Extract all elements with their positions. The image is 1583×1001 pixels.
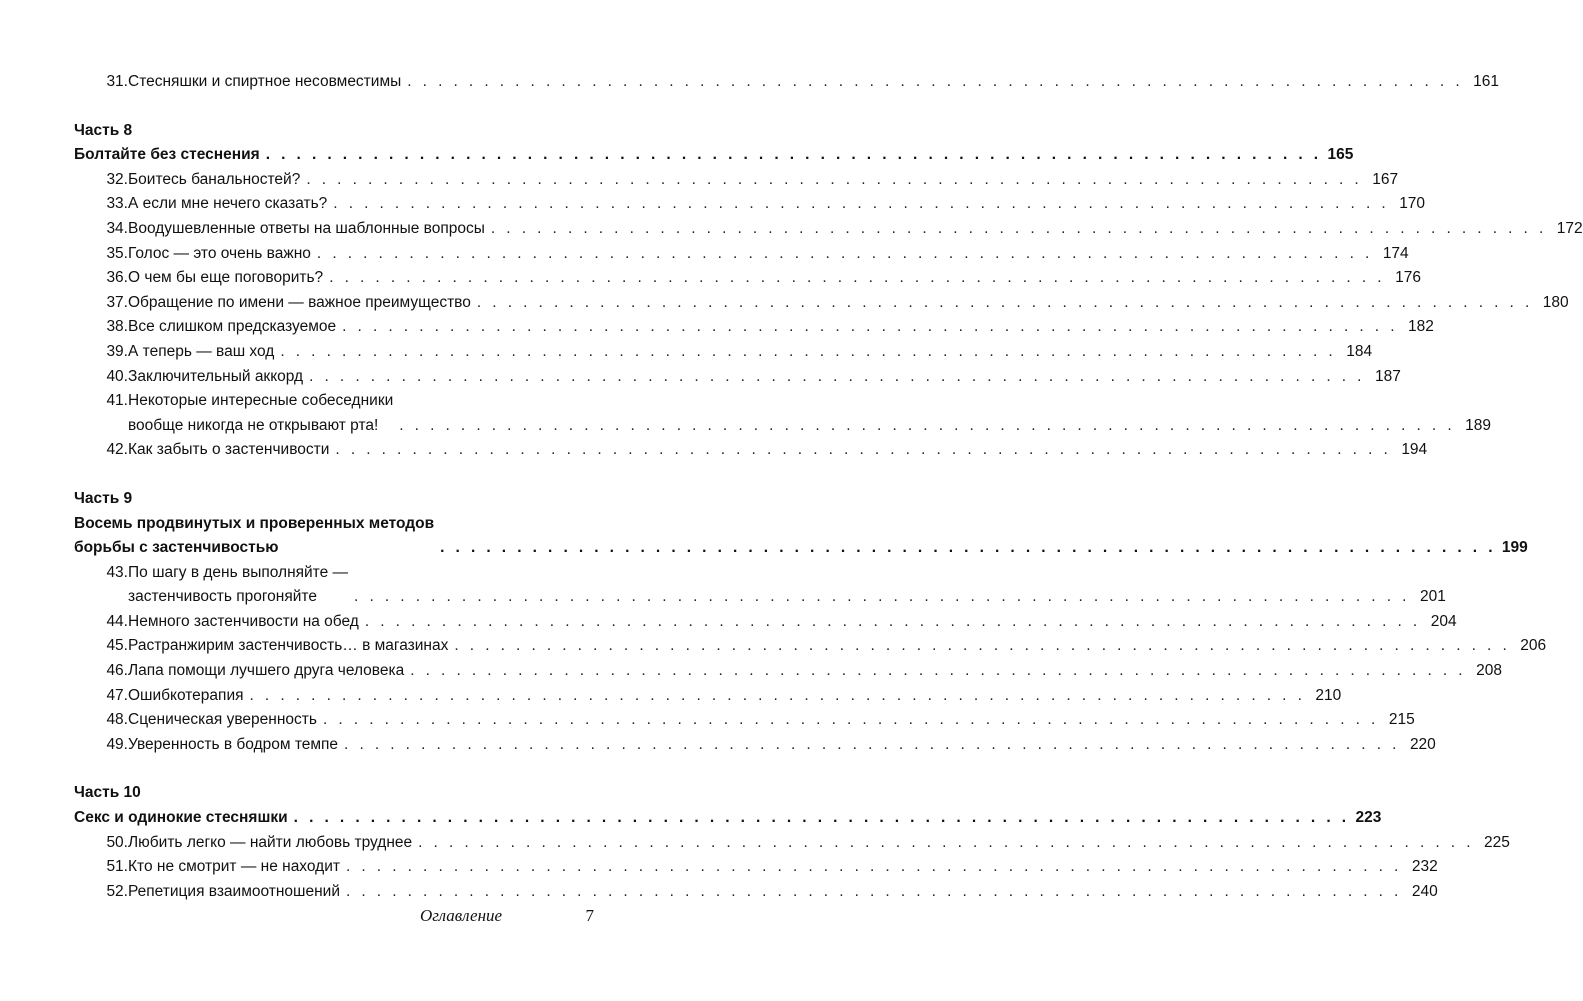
entry-title-line: вообще никогда не открывают рта!	[128, 416, 379, 434]
dot-leader: . . . . . . . . . . . . . . . . . . . . . . . . . . . . . . . . . . . . . . . . . . . . . . . . . . . . . . . . . . . . . . . . . . . . .	[410, 662, 1466, 680]
toc-entry-41[interactable]	[74, 389, 1492, 438]
entry-number: 47.	[106, 686, 128, 704]
toc-entry-45[interactable]	[74, 634, 1547, 659]
entry-title: Как забыть о застенчивости	[128, 441, 330, 459]
table-of-contents	[74, 70, 1583, 904]
dot-leader: . . . . . . . . . . . . . . . . . . . . . . . . . . . . . . . . . . . . . . . . . . . . . . . . . . . . . . . . . . . . . . . . . . . . .	[293, 809, 1350, 827]
entry-page: 176	[1395, 269, 1421, 287]
toc-entry-34[interactable]	[74, 217, 1583, 242]
dot-leader: . . . . . . . . . . . . . . . . . . . . . . . . . . . . . . . . . . . . . . . . . . . . . . . . . . . . . . . . . . . . . . . . . . . . .	[335, 441, 1392, 459]
entry-number: 48.	[106, 711, 128, 729]
part-page: 165	[1327, 146, 1354, 164]
entry-page: 194	[1401, 441, 1428, 459]
running-footer-section: Оглавление	[420, 906, 503, 925]
part-title-row[interactable]	[74, 512, 1528, 561]
entry-title: Кто не смотрит — не находит	[128, 858, 340, 876]
toc-entry-31[interactable]	[74, 70, 1500, 95]
part-title-row[interactable]	[74, 806, 1382, 831]
part-title	[74, 512, 434, 561]
entry-number: 42.	[106, 441, 128, 459]
entry-title: Сценическая уверенность	[128, 711, 317, 729]
part-title-line: Восемь продвинутых и проверенных методов	[74, 514, 435, 532]
dot-leader: . . . . . . . . . . . . . . . . . . . . . . . . . . . . . . . . . . . . . . . . . . . . . . . . . . . . . . . . . . . . . . . . . . . . .	[345, 858, 1402, 876]
entry-page: 174	[1382, 244, 1409, 262]
dot-leader: . . . . . . . . . . . . . . . . . . . . . . . . . . . . . . . . . . . . . . . . . . . . . . . . . . . . . . . . . . . . . . . . . . . . .	[280, 342, 1337, 360]
dot-leader: . . . . . . . . . . . . . . . . . . . . . . . . . . . . . . . . . . . . . . . . . . . . . . . . . . . . . . . . . . . . . . . . . . . . .	[418, 833, 1474, 851]
entry-title: Голос — это очень важно	[128, 244, 311, 262]
toc-entry-35[interactable]	[74, 242, 1409, 267]
entry-title: Заключительный аккорд	[128, 367, 304, 385]
dot-leader: . . . . . . . . . . . . . . . . . . . . . . . . . . . . . . . . . . . . . . . . . . . . . . . . . . . . . . . . . . . . . . . . . . . . .	[490, 219, 1547, 237]
entry-number: 38.	[106, 318, 128, 336]
entry-title: А если мне нечего сказать?	[128, 195, 328, 213]
toc-entry-36[interactable]	[74, 266, 1421, 291]
part-title: Секс и одинокие стесняшки	[74, 809, 288, 827]
entry-title: Боитесь банальностей?	[128, 170, 301, 188]
entry-title: Стесняшки и спиртное несовместимы	[128, 73, 402, 90]
entry-page: 220	[1409, 735, 1436, 753]
entry-number: 31.	[106, 73, 128, 90]
toc-entry-48[interactable]	[74, 708, 1415, 733]
entry-number: 50.	[106, 833, 128, 851]
entry-title: Все слишком предсказуемое	[128, 318, 337, 336]
entry-number: 33.	[106, 195, 128, 213]
dot-leader: . . . . . . . . . . . . . . . . . . . . . . . . . . . . . . . . . . . . . . . . . . . . . . . . . . . . . . . . . . . . . . . . . . . . .	[333, 195, 1390, 213]
toc-entry-50[interactable]	[74, 831, 1510, 856]
toc-entry-33[interactable]	[74, 192, 1426, 217]
entry-number: 49.	[106, 735, 128, 753]
dot-leader: . . . . . . . . . . . . . . . . . . . . . . . . . . . . . . . . . . . . . . . . . . . . . . . . . . . . . . . . . . . . . . . . . . . . .	[454, 637, 1511, 655]
part-label: Часть 9	[74, 489, 133, 507]
entry-page: 161	[1473, 73, 1500, 90]
entry-title	[128, 389, 393, 438]
entry-title	[128, 561, 348, 610]
entry-number: 40.	[106, 367, 128, 385]
entry-page: 206	[1520, 637, 1547, 655]
part-9	[74, 487, 1547, 758]
entry-page: 189	[1465, 416, 1492, 434]
dot-leader: . . . . . . . . . . . . . . . . . . . . . . . . . . . . . . . . . . . . . . . . . . . . . . . . . . . . . . . . . . . . . . . . . . . . .	[306, 170, 1363, 188]
dot-leader: . . . . . . . . . . . . . . . . . . . . . . . . . . . . . . . . . . . . . . . . . . . . . . . . . . . . . . . . . . . . . . . . . . . . .	[322, 711, 1379, 729]
entry-page: 172	[1556, 219, 1583, 237]
entry-number: 43.	[106, 563, 128, 581]
part-10	[74, 781, 1510, 904]
dot-leader: . . . . . . . . . . . . . . . . . . . . . . . . . . . . . . . . . . . . . . . . . . . . . . . . . . . . . . . . . . . . . . . . . . . . .	[265, 146, 1322, 164]
entry-page: 187	[1375, 367, 1401, 385]
entry-title: Ошибкотерапия	[128, 686, 244, 704]
dot-leader: . . . . . . . . . . . . . . . . . . . . . . . . . . . . . . . . . . . . . . . . . . . . . . . . . . . . . . . . . . . . . . . . . . . . .	[309, 367, 1365, 385]
entry-page: 201	[1419, 588, 1446, 606]
toc-entry-42[interactable]	[74, 438, 1428, 463]
toc-entry-44[interactable]	[74, 610, 1457, 635]
entry-page: 215	[1388, 711, 1415, 729]
dot-leader: . . . . . . . . . . . . . . . . . . . . . . . . . . . . . . . . . . . . . . . . . . . . . . . . . . . . . . . . . . . . . . . . . . . . .	[344, 735, 1400, 753]
toc-entry-32[interactable]	[74, 168, 1399, 193]
toc-entry-51[interactable]	[74, 855, 1438, 880]
toc-entry-43[interactable]	[74, 561, 1446, 610]
dot-leader: . . . . . . . . . . . . . . . . . . . . . . . . . . . . . . . . . . . . . . . . . . . . . . . . . . . . . . . . . . . . . . . . . . . . .	[476, 293, 1533, 311]
entry-title-line: Некоторые интересные собеседники	[128, 392, 394, 410]
entry-number: 44.	[106, 612, 128, 630]
dot-leader: . . . . . . . . . . . . . . . . . . . . . . . . . . . . . . . . . . . . . . . . . . . . . . . . . . . . . . . . . . . . . . . . . . . . .	[399, 416, 1456, 434]
toc-entry-49[interactable]	[74, 733, 1436, 758]
entry-page: 184	[1346, 342, 1373, 360]
toc-entry-38[interactable]	[74, 315, 1434, 340]
dot-leader: . . . . . . . . . . . . . . . . . . . . . . . . . . . . . . . . . . . . . . . . . . . . . . . . . . . . . . . . . . . . . . . . . . . . .	[407, 73, 1464, 90]
dot-leader: . . . . . . . . . . . . . . . . . . . . . . . . . . . . . . . . . . . . . . . . . . . . . . . . . . . . . . . . . . . . . . . . . . . . .	[440, 539, 1496, 557]
part-title-line: борьбы с застенчивостью	[74, 539, 279, 557]
entry-title-line: По шагу в день выполняйте —	[128, 563, 349, 581]
dot-leader: . . . . . . . . . . . . . . . . . . . . . . . . . . . . . . . . . . . . . . . . . . . . . . . . . . . . . . . . . . . . . . . . . . . . .	[316, 244, 1373, 262]
dot-leader: . . . . . . . . . . . . . . . . . . . . . . . . . . . . . . . . . . . . . . . . . . . . . . . . . . . . . . . . . . . . . . . . . . . . .	[354, 588, 1410, 606]
toc-entry-52[interactable]	[74, 880, 1438, 905]
part-label: Часть 8	[74, 121, 133, 139]
entry-number: 46.	[106, 662, 128, 680]
entry-number: 32.	[106, 170, 128, 188]
part-title: Болтайте без стеснения	[74, 146, 260, 164]
dot-leader: . . . . . . . . . . . . . . . . . . . . . . . . . . . . . . . . . . . . . . . . . . . . . . . . . . . . . . . . . . . . . . . . . . . . .	[342, 318, 1398, 336]
entry-number: 37.	[106, 293, 128, 311]
dot-leader: . . . . . . . . . . . . . . . . . . . . . . . . . . . . . . . . . . . . . . . . . . . . . . . . . . . . . . . . . . . . . . . . . . . . .	[364, 612, 1421, 630]
entry-title: Уверенность в бодром темпе	[128, 735, 339, 753]
toc-entry-40[interactable]	[74, 365, 1401, 390]
entry-number: 36.	[106, 269, 128, 287]
toc-entry-37[interactable]	[74, 291, 1569, 316]
page-footer	[420, 906, 594, 926]
part-8	[74, 119, 1583, 463]
entry-page: 210	[1315, 686, 1342, 704]
page-number: 7	[585, 906, 594, 925]
entry-title: Растранжирим застенчивость… в магазинах	[128, 637, 449, 655]
entry-title: Обращение по имени — важное преимущество	[128, 293, 471, 311]
entry-page: 225	[1484, 833, 1510, 851]
entry-number: 34.	[106, 219, 128, 237]
entry-page: 208	[1476, 662, 1502, 680]
entry-title-line: застенчивость прогоняйте	[128, 588, 317, 606]
toc-entry-39[interactable]	[74, 340, 1373, 365]
toc-entry-47[interactable]	[74, 684, 1342, 709]
entry-page: 167	[1372, 170, 1399, 188]
part-page: 199	[1501, 539, 1528, 557]
entry-number: 45.	[106, 637, 128, 655]
entry-title: Репетиция взаимоотношений	[128, 882, 340, 900]
dot-leader: . . . . . . . . . . . . . . . . . . . . . . . . . . . . . . . . . . . . . . . . . . . . . . . . . . . . . . . . . . . . . . . . . . . . .	[249, 686, 1306, 704]
entry-title: Любить легко — найти любовь труднее	[128, 833, 413, 851]
entry-page: 232	[1411, 858, 1438, 876]
entry-page: 204	[1430, 612, 1457, 630]
part-title-row[interactable]	[74, 143, 1354, 168]
entry-page: 182	[1408, 318, 1434, 336]
entry-title: О чем бы еще поговорить?	[128, 269, 324, 287]
entry-title: А теперь — ваш ход	[128, 342, 275, 360]
entry-title: Воодушевленные ответы на шаблонные вопросы	[128, 219, 485, 237]
entry-title: Лапа помощи лучшего друга человека	[128, 662, 405, 680]
entry-number: 41.	[106, 392, 128, 410]
dot-leader: . . . . . . . . . . . . . . . . . . . . . . . . . . . . . . . . . . . . . . . . . . . . . . . . . . . . . . . . . . . . . . . . . . . . .	[329, 269, 1385, 287]
entry-page: 240	[1411, 882, 1438, 900]
entry-number: 51.	[106, 858, 128, 876]
part-page: 223	[1355, 809, 1382, 827]
entry-number: 35.	[106, 244, 128, 262]
toc-entry-46[interactable]	[74, 659, 1502, 684]
part-label: Часть 10	[74, 784, 141, 802]
entry-title: Немного застенчивости на обед	[128, 612, 359, 630]
entry-page: 170	[1399, 195, 1426, 213]
entry-number: 39.	[106, 342, 128, 360]
entry-number: 52.	[106, 882, 128, 900]
entry-page: 180	[1542, 293, 1569, 311]
dot-leader: . . . . . . . . . . . . . . . . . . . . . . . . . . . . . . . . . . . . . . . . . . . . . . . . . . . . . . . . . . . . . . . . . . . . .	[345, 882, 1402, 900]
